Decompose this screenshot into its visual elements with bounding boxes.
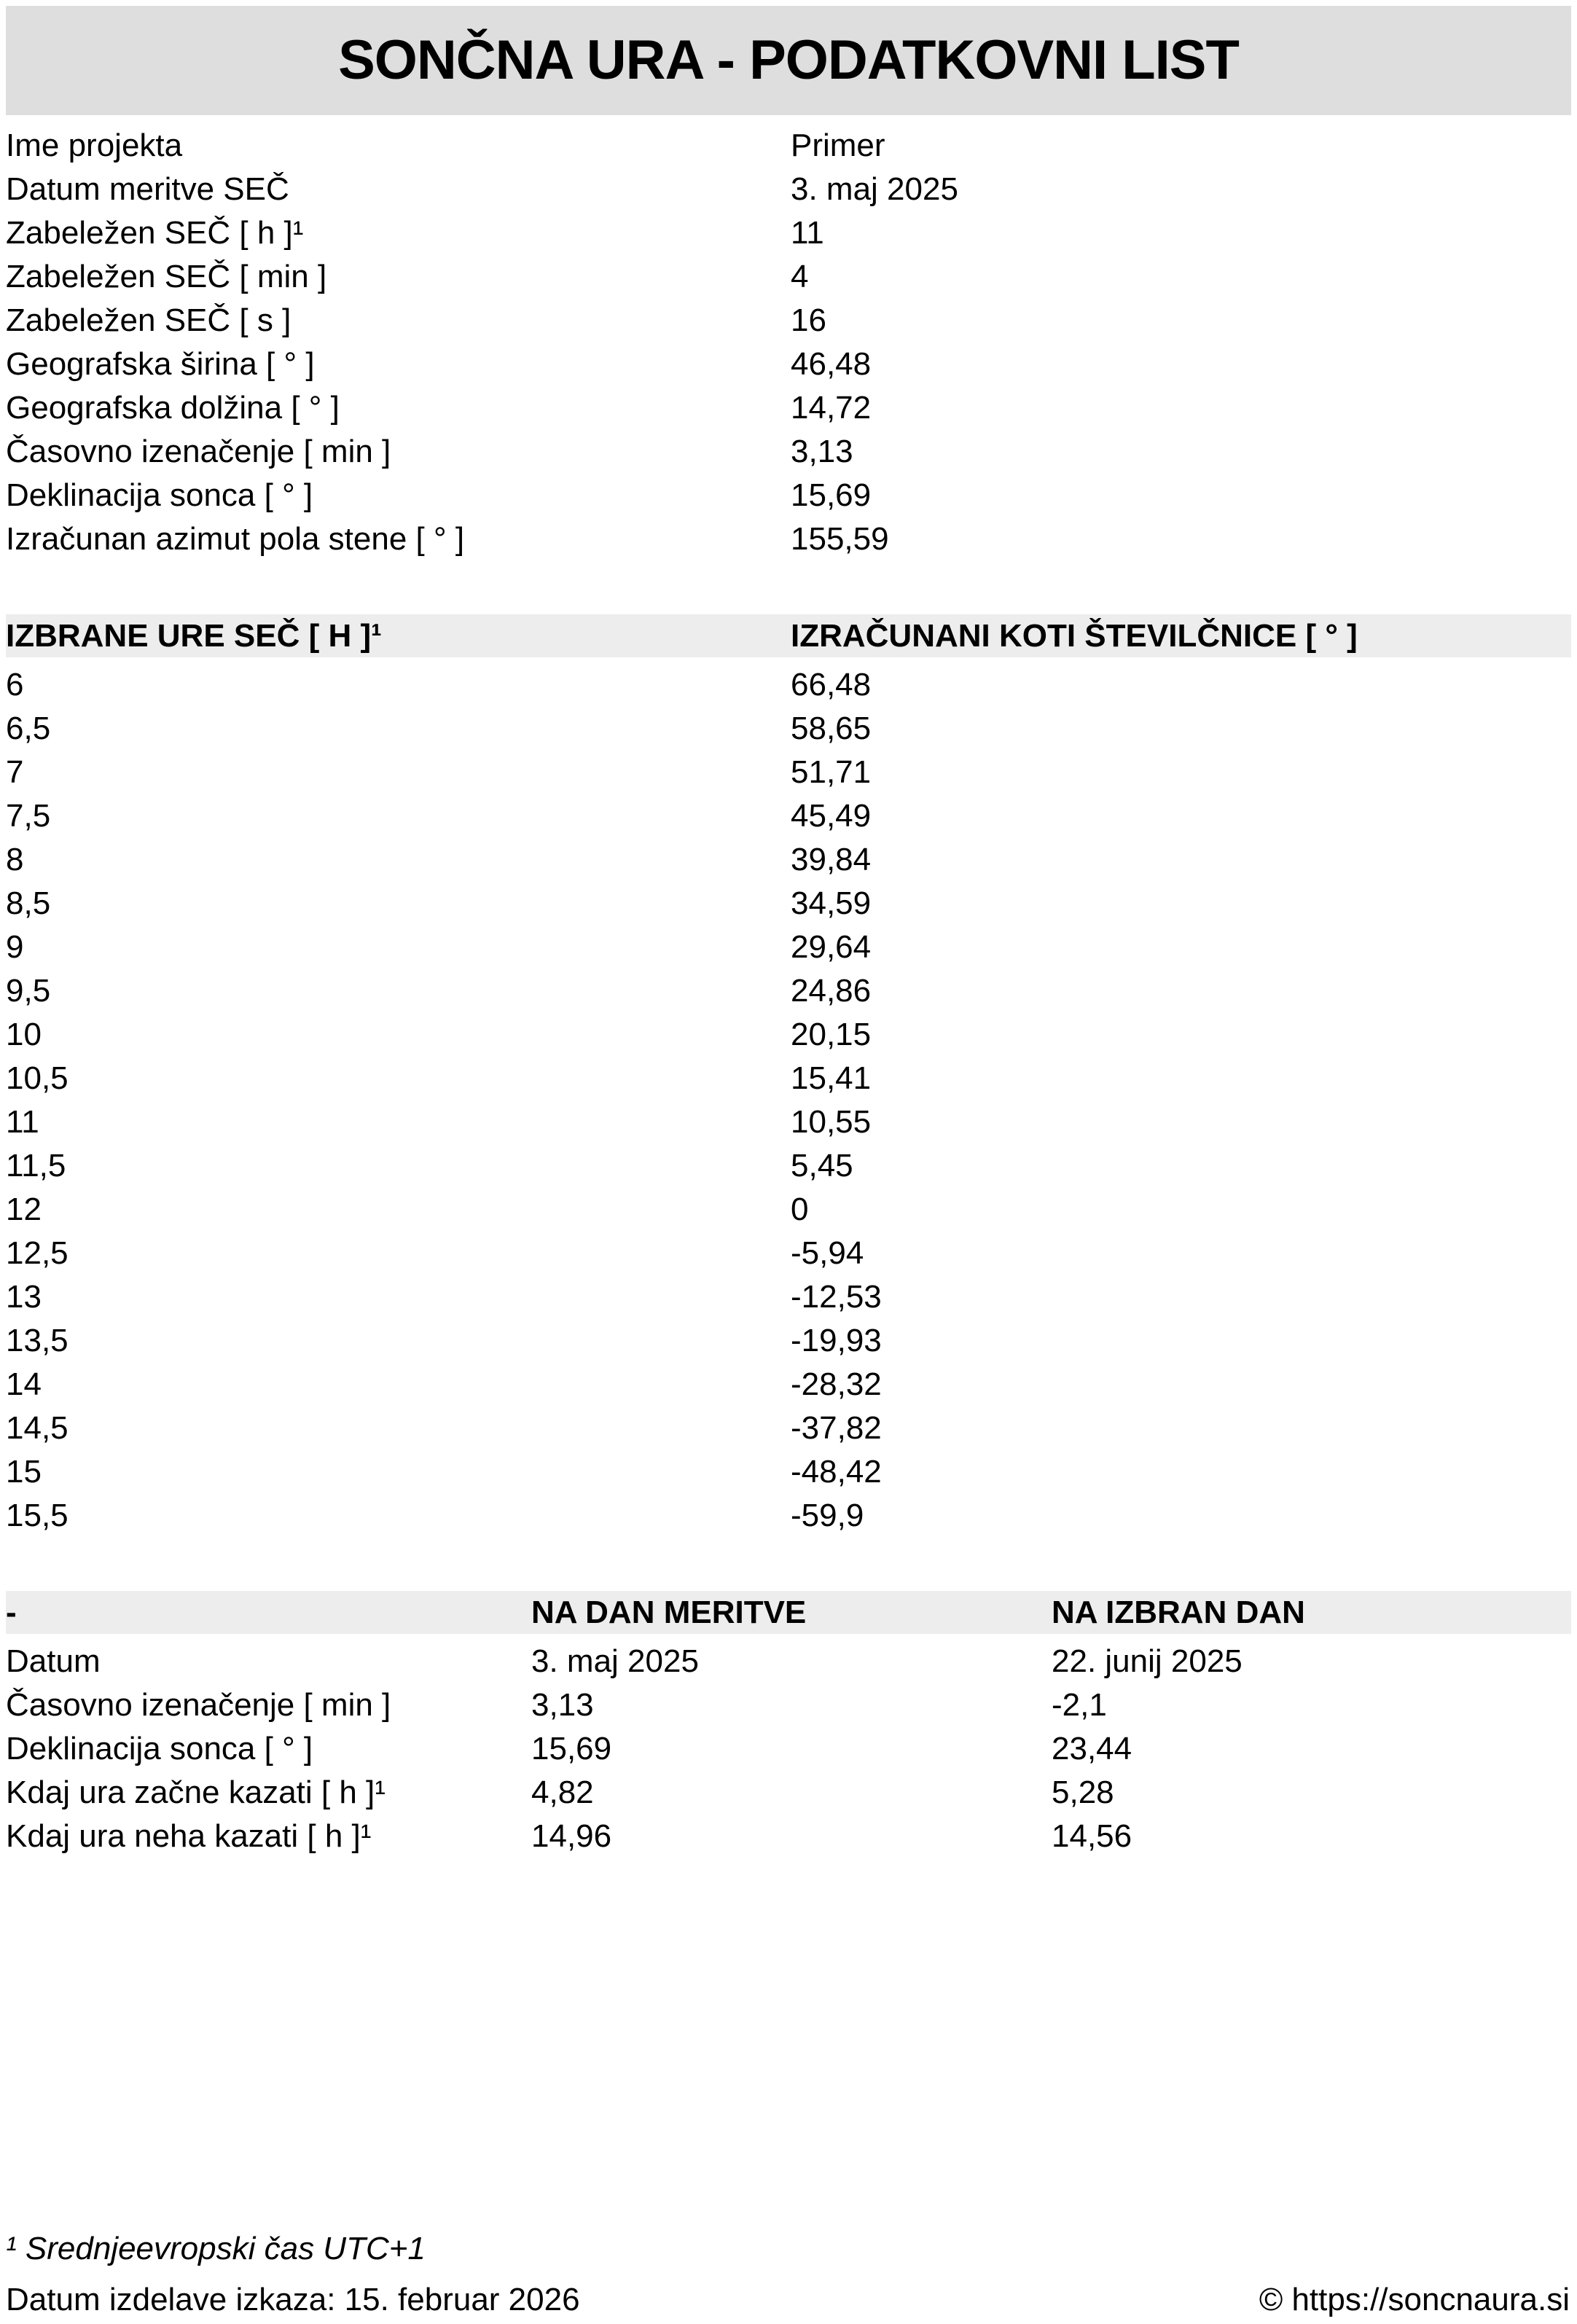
info-row — [6, 255, 1571, 299]
info-value: 14,72 — [791, 390, 872, 426]
hour-cell: 6 — [6, 667, 24, 703]
measurement-day-value: 3. maj 2025 — [531, 1643, 699, 1679]
info-value: 11 — [791, 215, 824, 251]
angle-cell: 58,65 — [791, 711, 872, 746]
info-value: 155,59 — [791, 521, 889, 557]
footer-line — [6, 2278, 1570, 2322]
hour-cell: 10,5 — [6, 1060, 69, 1096]
hours-table-row — [6, 926, 1571, 969]
hour-cell: 13 — [6, 1279, 42, 1315]
angle-cell: 24,86 — [791, 973, 872, 1009]
hour-cell: 11,5 — [6, 1148, 66, 1183]
hour-cell: 7,5 — [6, 798, 51, 834]
measurement-day-value: 15,69 — [531, 1731, 612, 1767]
hours-table-row — [6, 794, 1571, 838]
hours-table-row — [6, 1232, 1571, 1275]
hour-cell: 10 — [6, 1017, 42, 1052]
angle-cell: -37,82 — [791, 1410, 882, 1446]
angle-cell: 39,84 — [791, 842, 872, 877]
info-value: 4 — [791, 259, 809, 294]
angle-cell: 0 — [791, 1192, 809, 1227]
comparison-row — [6, 1683, 1571, 1727]
info-row — [6, 299, 1571, 343]
info-value: 3,13 — [791, 434, 853, 469]
hour-cell: 8 — [6, 842, 24, 877]
footnote: ¹ Srednjeevropski čas UTC+1 — [6, 2231, 426, 2266]
hours-table-row — [6, 1057, 1571, 1100]
info-row — [6, 430, 1571, 474]
info-label: Izračunan azimut pola stene [ ° ] — [6, 521, 465, 557]
comparison-label: Deklinacija sonca [ ° ] — [6, 1731, 313, 1767]
info-row — [6, 343, 1571, 386]
info-value: Primer — [791, 128, 885, 163]
comparison-label: Datum — [6, 1643, 101, 1679]
info-label: Ime projekta — [6, 128, 183, 163]
info-row — [6, 124, 1571, 168]
hours-table-row — [6, 1406, 1571, 1450]
hours-table-row — [6, 751, 1571, 794]
angle-cell: -48,42 — [791, 1454, 882, 1490]
info-label: Zabeležen SEČ [ h ]¹ — [6, 215, 304, 251]
info-row — [6, 211, 1571, 255]
hour-cell: 9 — [6, 929, 24, 965]
angle-cell: 29,64 — [791, 929, 872, 965]
info-label: Geografska širina [ ° ] — [6, 346, 315, 382]
hour-cell: 9,5 — [6, 973, 51, 1009]
hours-table-row — [6, 707, 1571, 751]
comparison-row — [6, 1771, 1571, 1815]
measurement-day-header: NA DAN MERITVE — [531, 1594, 807, 1630]
hours-header-label: IZBRANE URE SEČ [ H ]¹ — [6, 617, 382, 654]
angle-cell: 34,59 — [791, 885, 872, 921]
hours-table-row — [6, 1188, 1571, 1232]
page-title: SONČNA URA - PODATKOVNI LIST — [338, 29, 1239, 91]
comparison-header-dash: - — [6, 1594, 17, 1630]
info-value: 3. maj 2025 — [791, 171, 958, 207]
hours-table-header — [6, 614, 1571, 657]
hour-cell: 11 — [6, 1104, 39, 1140]
info-row — [6, 386, 1571, 430]
comparison-row — [6, 1727, 1571, 1771]
comparison-row — [6, 1640, 1571, 1683]
hour-cell: 7 — [6, 754, 24, 790]
hours-table-row — [6, 1450, 1571, 1494]
comparison-label: Kdaj ura neha kazati [ h ]¹ — [6, 1818, 372, 1854]
comparison-table-header — [6, 1591, 1571, 1634]
hours-table-row — [6, 1363, 1571, 1406]
hour-cell: 15 — [6, 1454, 42, 1490]
info-row — [6, 517, 1571, 561]
issue-date: Datum izdelave izkaza: 15. februar 2026 — [6, 2282, 580, 2317]
hours-table-row — [6, 663, 1571, 707]
info-value: 15,69 — [791, 477, 872, 513]
comparison-table — [6, 1640, 1571, 1858]
hours-table-row — [6, 1275, 1571, 1319]
chosen-day-header: NA IZBRAN DAN — [1052, 1594, 1305, 1630]
angle-cell: -59,9 — [791, 1498, 864, 1533]
comparison-label: Časovno izenačenje [ min ] — [6, 1687, 391, 1723]
info-label: Datum meritve SEČ — [6, 171, 289, 207]
hours-table-row — [6, 1319, 1571, 1363]
hour-cell: 6,5 — [6, 711, 51, 746]
hours-table-row — [6, 969, 1571, 1013]
angle-cell: -12,53 — [791, 1279, 882, 1315]
measurement-day-value: 3,13 — [531, 1687, 594, 1723]
hours-table-row — [6, 838, 1571, 882]
angles-header-label: IZRAČUNANI KOTI ŠTEVILČNICE [ ° ] — [791, 617, 1358, 654]
info-row — [6, 168, 1571, 211]
hours-table-row — [6, 882, 1571, 926]
angle-cell: 20,15 — [791, 1017, 872, 1052]
hour-cell: 12 — [6, 1192, 42, 1227]
hour-cell: 8,5 — [6, 885, 51, 921]
copyright-link[interactable]: © https://soncnaura.si — [1259, 2282, 1570, 2317]
angle-cell: -5,94 — [791, 1235, 864, 1271]
chosen-day-value: 14,56 — [1052, 1818, 1132, 1854]
info-label: Deklinacija sonca [ ° ] — [6, 477, 313, 513]
angle-cell: 15,41 — [791, 1060, 872, 1096]
measurement-day-value: 4,82 — [531, 1775, 594, 1810]
hours-table — [6, 663, 1571, 1538]
hour-cell: 14,5 — [6, 1410, 69, 1446]
measurement-day-value: 14,96 — [531, 1818, 612, 1854]
chosen-day-value: 5,28 — [1052, 1775, 1114, 1810]
angle-cell: 51,71 — [791, 754, 872, 790]
info-label: Zabeležen SEČ [ min ] — [6, 259, 327, 294]
hour-cell: 12,5 — [6, 1235, 69, 1271]
info-value: 46,48 — [791, 346, 872, 382]
chosen-day-value: -2,1 — [1052, 1687, 1107, 1723]
info-label: Časovno izenačenje [ min ] — [6, 434, 391, 469]
hour-cell: 14 — [6, 1366, 42, 1402]
angle-cell: -19,93 — [791, 1323, 882, 1358]
hours-table-row — [6, 1100, 1571, 1144]
info-value: 16 — [791, 302, 826, 338]
angle-cell: 10,55 — [791, 1104, 872, 1140]
comparison-row — [6, 1815, 1571, 1858]
hour-cell: 15,5 — [6, 1498, 69, 1533]
info-label: Geografska dolžina [ ° ] — [6, 390, 340, 426]
hours-table-row — [6, 1144, 1571, 1188]
info-block — [6, 124, 1571, 561]
angle-cell: 45,49 — [791, 798, 872, 834]
hour-cell: 13,5 — [6, 1323, 69, 1358]
info-label: Zabeležen SEČ [ s ] — [6, 302, 291, 338]
comparison-label: Kdaj ura začne kazati [ h ]¹ — [6, 1775, 386, 1810]
angle-cell: 66,48 — [791, 667, 872, 703]
angle-cell: -28,32 — [791, 1366, 882, 1402]
chosen-day-value: 23,44 — [1052, 1731, 1132, 1767]
angle-cell: 5,45 — [791, 1148, 853, 1183]
hours-table-row — [6, 1013, 1571, 1057]
chosen-day-value: 22. junij 2025 — [1052, 1643, 1243, 1679]
hours-table-row — [6, 1494, 1571, 1538]
info-row — [6, 474, 1571, 517]
title-banner — [6, 6, 1571, 115]
